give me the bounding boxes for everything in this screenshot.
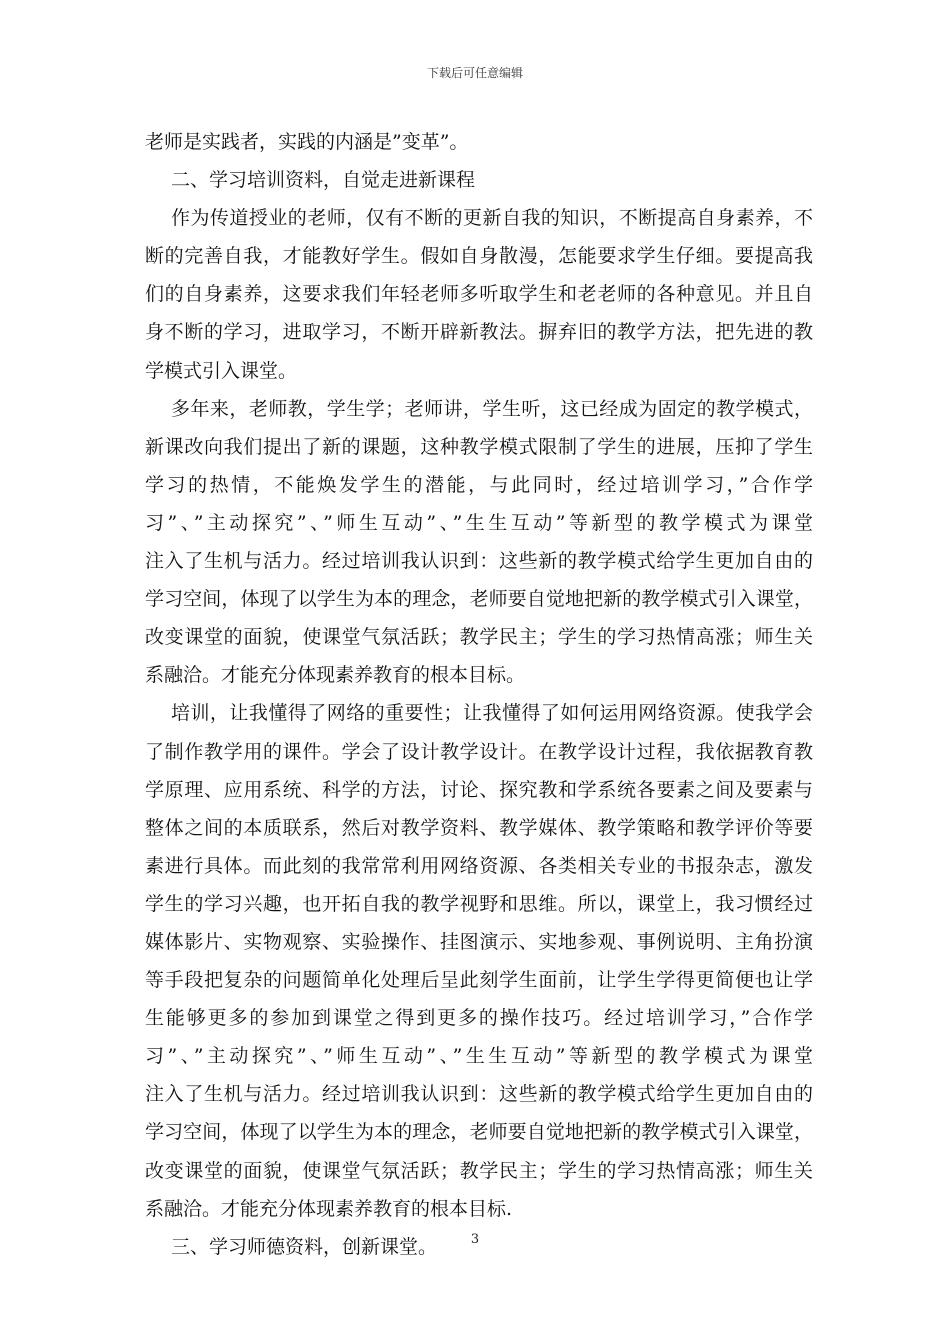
text-line: 们的自身素养，这要求我们年轻老师多听取学生和老老师的各种意见。并且自 <box>145 283 813 306</box>
text-line: 新课改向我们提出了新的课题，这种教学模式限制了学生的进展，压抑了学生 <box>145 435 813 458</box>
text-line: 媒体影片、实物观察、实验操作、挂图演示、实地参观、事例说明、主角扮演 <box>145 930 813 953</box>
text-line: 改变课堂的面貌，使课堂气氛活跃；教学民主；学生的学习热情高涨；师生关 <box>145 626 813 649</box>
text-line: 三、学习师德资料，创新课堂。 <box>171 1235 438 1258</box>
page-number: 3 <box>470 1232 480 1247</box>
text-line: 二、学习培训资料，自觉走进新课程 <box>171 169 476 192</box>
text-line: 身不断的学习，进取学习，不断开辟新教法。摒弃旧的教学方法，把先进的教 <box>145 321 813 344</box>
text-line: 系融洽。才能充分体现素养教育的根本目标. <box>145 1197 513 1220</box>
text-line: 老师是实践者，实践的内涵是”变革”。 <box>145 131 469 153</box>
text-line: 多年来，老师教，学生学；老师讲，学生听，这已经成为固定的教学模式， <box>171 397 813 420</box>
text-line: 作为传道授业的老师，仅有不断的更新自我的知识，不断提高自身素养，不 <box>171 207 813 230</box>
text-line: 学习空间，体现了以学生为本的理念，老师要自觉地把新的教学模式引入课堂， <box>145 1121 813 1144</box>
text-line: 学习空间，体现了以学生为本的理念，老师要自觉地把新的教学模式引入课堂， <box>145 588 813 611</box>
document-body <box>145 123 813 1266</box>
text-line: 习”、”主动探究”、”师生互动”、”生生互动”等新型的教学模式为课堂 <box>145 1045 813 1068</box>
text-line: 学模式引入课堂。 <box>145 359 298 382</box>
text-line: 等手段把复杂的问题简单化处理后呈此刻学生面前，让学生学得更简便也让学 <box>145 969 813 992</box>
text-line: 学生的学习兴趣，也开拓自我的教学视野和思维。所以，课堂上，我习惯经过 <box>145 892 813 915</box>
text-line: 习”、”主动探究”、”师生互动”、”生生互动”等新型的教学模式为课堂 <box>145 511 813 534</box>
text-line: 生能够更多的参加到课堂之得到更多的操作技巧。经过培训学习，”合作学 <box>145 1007 813 1030</box>
text-line: 注入了生机与活力。经过培训我认识到：这些新的教学模式给学生更加自由的 <box>145 1083 813 1106</box>
text-line: 素进行具体。而此刻的我常常利用网络资源、各类相关专业的书报杂志，激发 <box>145 854 813 877</box>
text-line: 注入了生机与活力。经过培训我认识到：这些新的教学模式给学生更加自由的 <box>145 550 813 573</box>
text-line: 学原理、应用系统、科学的方法，讨论、探究教和学系统各要素之间及要素与 <box>145 778 813 801</box>
text-line: 系融洽。才能充分体现素养教育的根本目标。 <box>145 664 526 687</box>
text-line: 改变课堂的面貌，使课堂气氛活跃；教学民主；学生的学习热情高涨；师生关 <box>145 1159 813 1182</box>
text-line: 学习的热情，不能焕发学生的潜能，与此同时，经过培训学习，”合作学 <box>145 473 813 496</box>
text-line: 了制作教学用的课件。学会了设计教学设计。在教学设计过程，我依据教育教 <box>145 740 813 763</box>
text-line: 培训，让我懂得了网络的重要性；让我懂得了如何运用网络资源。使我学会 <box>171 702 813 725</box>
text-line: 整体之间的本质联系，然后对教学资料、教学媒体、教学策略和教学评价等要 <box>145 816 813 839</box>
text-line: 断的完善自我，才能教好学生。假如自身散漫，怎能要求学生仔细。要提高我 <box>145 245 813 268</box>
page-header: 下载后可任意编辑 <box>426 66 523 80</box>
